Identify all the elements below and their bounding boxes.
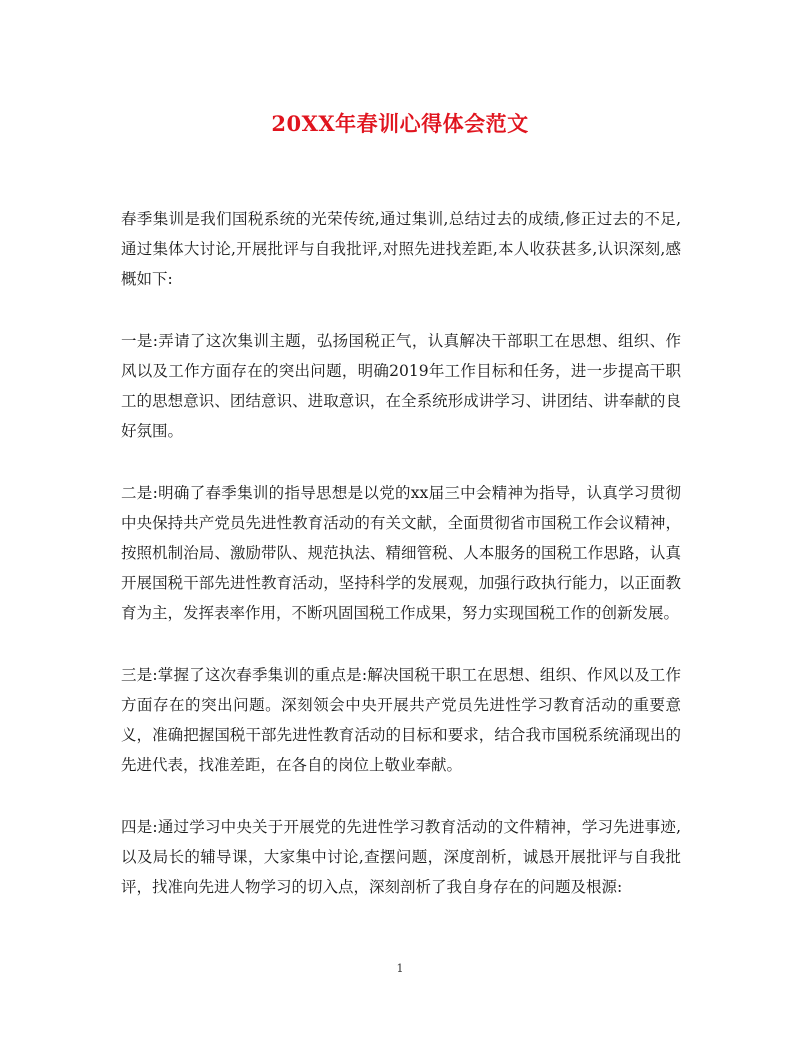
page-number: 1 [396,962,404,975]
paragraph-point-four: 四是:通过学习中央关于开展党的先进性学习教育活动的文件精神，学习先进事迹,以及局长的辅导课，大家集中讨论,查摆问题，深度剖析，诚恳开展批评与自我批评，找准向先进人物学习的切入点，深刻剖析了我自身存在的问题及根源: [121,818,681,896]
paragraph-point-two: 二是:明确了春季集训的指导思想是以党的xx届三中会精神为指导，认真学习贯彻中央保持共产党员先进性教育活动的有关文献，全面贯彻省市国税工作会议精神，按照机制治局、激励带队、规范执法、精细管税、人本服务的国税工作思路，认真开展国税干部先进性教育活动，坚持科学的发展观，加强行政执行能力，以正面教育为主，发挥表率作用，不断巩固国税工作成果，努力实现国税工作的创新发展。 [121,484,681,622]
document-body [121,204,681,934]
document-title: 20XX年春训心得体会范文 [271,111,529,136]
paragraph-point-one: 一是:弄请了这次集训主题，弘扬国税正气，认真解决干部职工在思想、组织、作风以及工作方面存在的突出问题，明确2019年工作目标和任务，进一步提高干职工的思想意识、团结意识、进取意识，在全系统形成讲学习、讲团结、讲奉献的良好氛围。 [121,332,681,440]
paragraph-intro: 春季集训是我们国税系统的光荣传统,通过集训,总结过去的成绩,修正过去的不足,通过集体大讨论,开展批评与自我批评,对照先进找差距,本人收获甚多,认识深刻,感概如下: [121,210,681,288]
paragraph-point-three: 三是:掌握了这次春季集训的重点是:解决国税干职工在思想、组织、作风以及工作方面存在的突出问题。深刻领会中央开展共产党员先进性学习教育活动的重要意义，准确把握国税干部先进性教育活动的目标和要求，结合我市国税系统涌现出的先进代表，找准差距，在各自的岗位上敬业奉献。 [121,666,681,774]
